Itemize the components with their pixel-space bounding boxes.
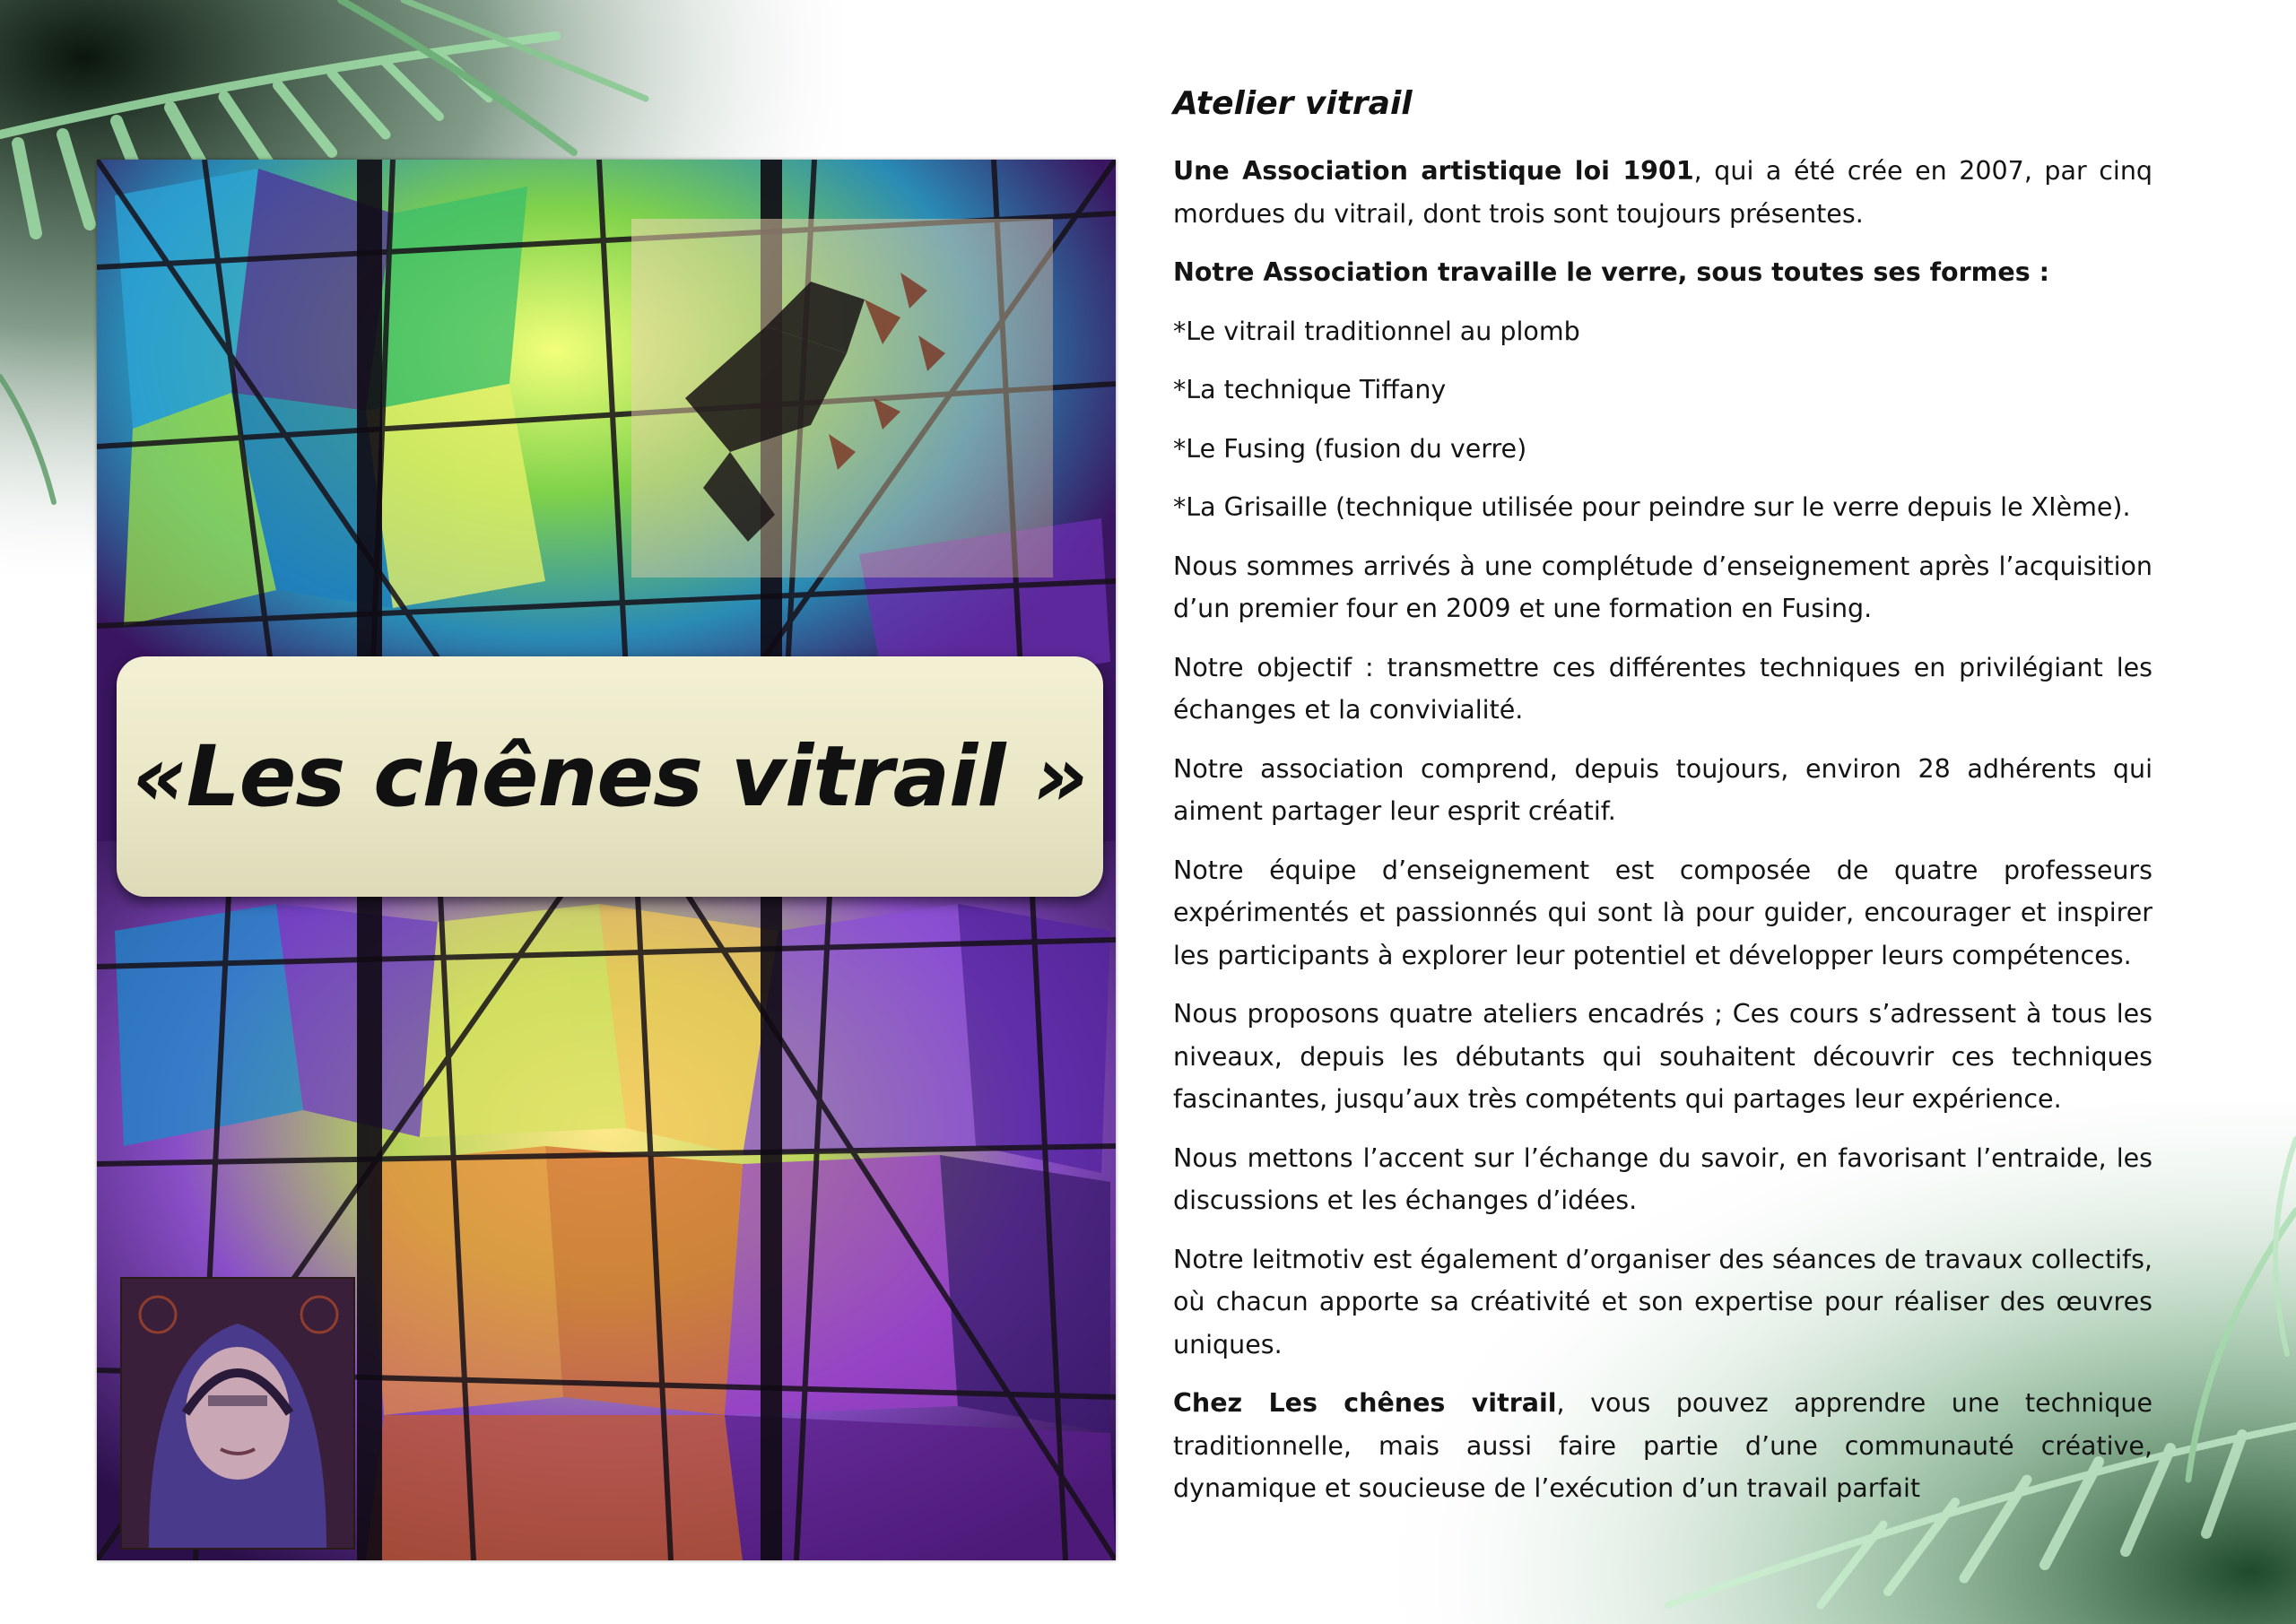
closing-rest: , vous pouvez apprendre une technique traditionnelle, mais aussi faire partie d’une communauté créative, dynamique et soucieuse de l’exécution d’un travail parfait <box>1173 1388 2153 1503</box>
body-paragraph: Notre association comprend, depuis toujours, environ 28 adhérents qui aiment partager leur esprit créatif. <box>1173 753 2152 826</box>
madonna-portrait-panel <box>120 1277 355 1550</box>
technique-item: *La Grisaille (technique utilisée pour peindre sur le verre depuis le XIème). <box>1173 492 2131 522</box>
intro-paragraph <box>1173 150 2152 235</box>
intro-rest: , qui a été crée en 2007, par cinq mordues du vitrail, dont trois sont toujours présentes. <box>1173 156 2153 229</box>
intro-bold: Une Association artistique loi 1901 <box>1173 156 1694 186</box>
article-text <box>1173 75 2152 1526</box>
body-paragraph: Nous sommes arrivés à une complétude d’enseignement après l’acquisition d’un premier four en 2009 et une formation en Fusing. <box>1173 551 2152 623</box>
body-paragraph: Nous proposons quatre ateliers encadrés ; Ces cours s’adressent à tous les niveaux, depuis les débutants qui souhaitent découvrir ces techniques fascinantes, jusqu’aux très compétents qui partages leur expérience. <box>1173 999 2152 1114</box>
technique-item: *Le vitrail traditionnel au plomb <box>1173 316 1580 346</box>
article-heading: Atelier vitrail <box>1173 85 1413 122</box>
poster-title: «Les chênes vitrail » <box>132 727 1088 826</box>
closing-bold: Chez Les chênes vitrail <box>1173 1388 1557 1418</box>
closing-paragraph <box>1173 1382 2152 1510</box>
body-paragraph: Notre leitmotiv est également d’organiser des séances de travaux collectifs, où chacun apporte sa créativité et son expertise pour réaliser des œuvres uniques. <box>1173 1244 2152 1359</box>
body-paragraph: Notre objectif : transmettre ces différentes techniques en privilégiant les échanges et la convivialité. <box>1173 652 2152 725</box>
body-paragraph: Notre équipe d’enseignement est composée de quatre professeurs expérimentés et passionnés qui sont là pour guider, encourager et inspirer les participants à explorer leur potentiel et développer leurs compétences. <box>1173 855 2152 970</box>
techniques-heading: Notre Association travaille le verre, sous toutes ses formes : <box>1173 257 2049 287</box>
poster-title-banner <box>117 656 1103 897</box>
body-paragraph: Nous mettons l’accent sur l’échange du savoir, en favorisant l’entraide, les discussions et les échanges d’idées. <box>1173 1142 2152 1215</box>
technique-item: *La technique Tiffany <box>1173 375 1447 404</box>
bird-mosaic-panel <box>631 219 1053 578</box>
stained-glass-poster <box>97 160 1116 1560</box>
technique-item: *Le Fusing (fusion du verre) <box>1173 433 1527 464</box>
